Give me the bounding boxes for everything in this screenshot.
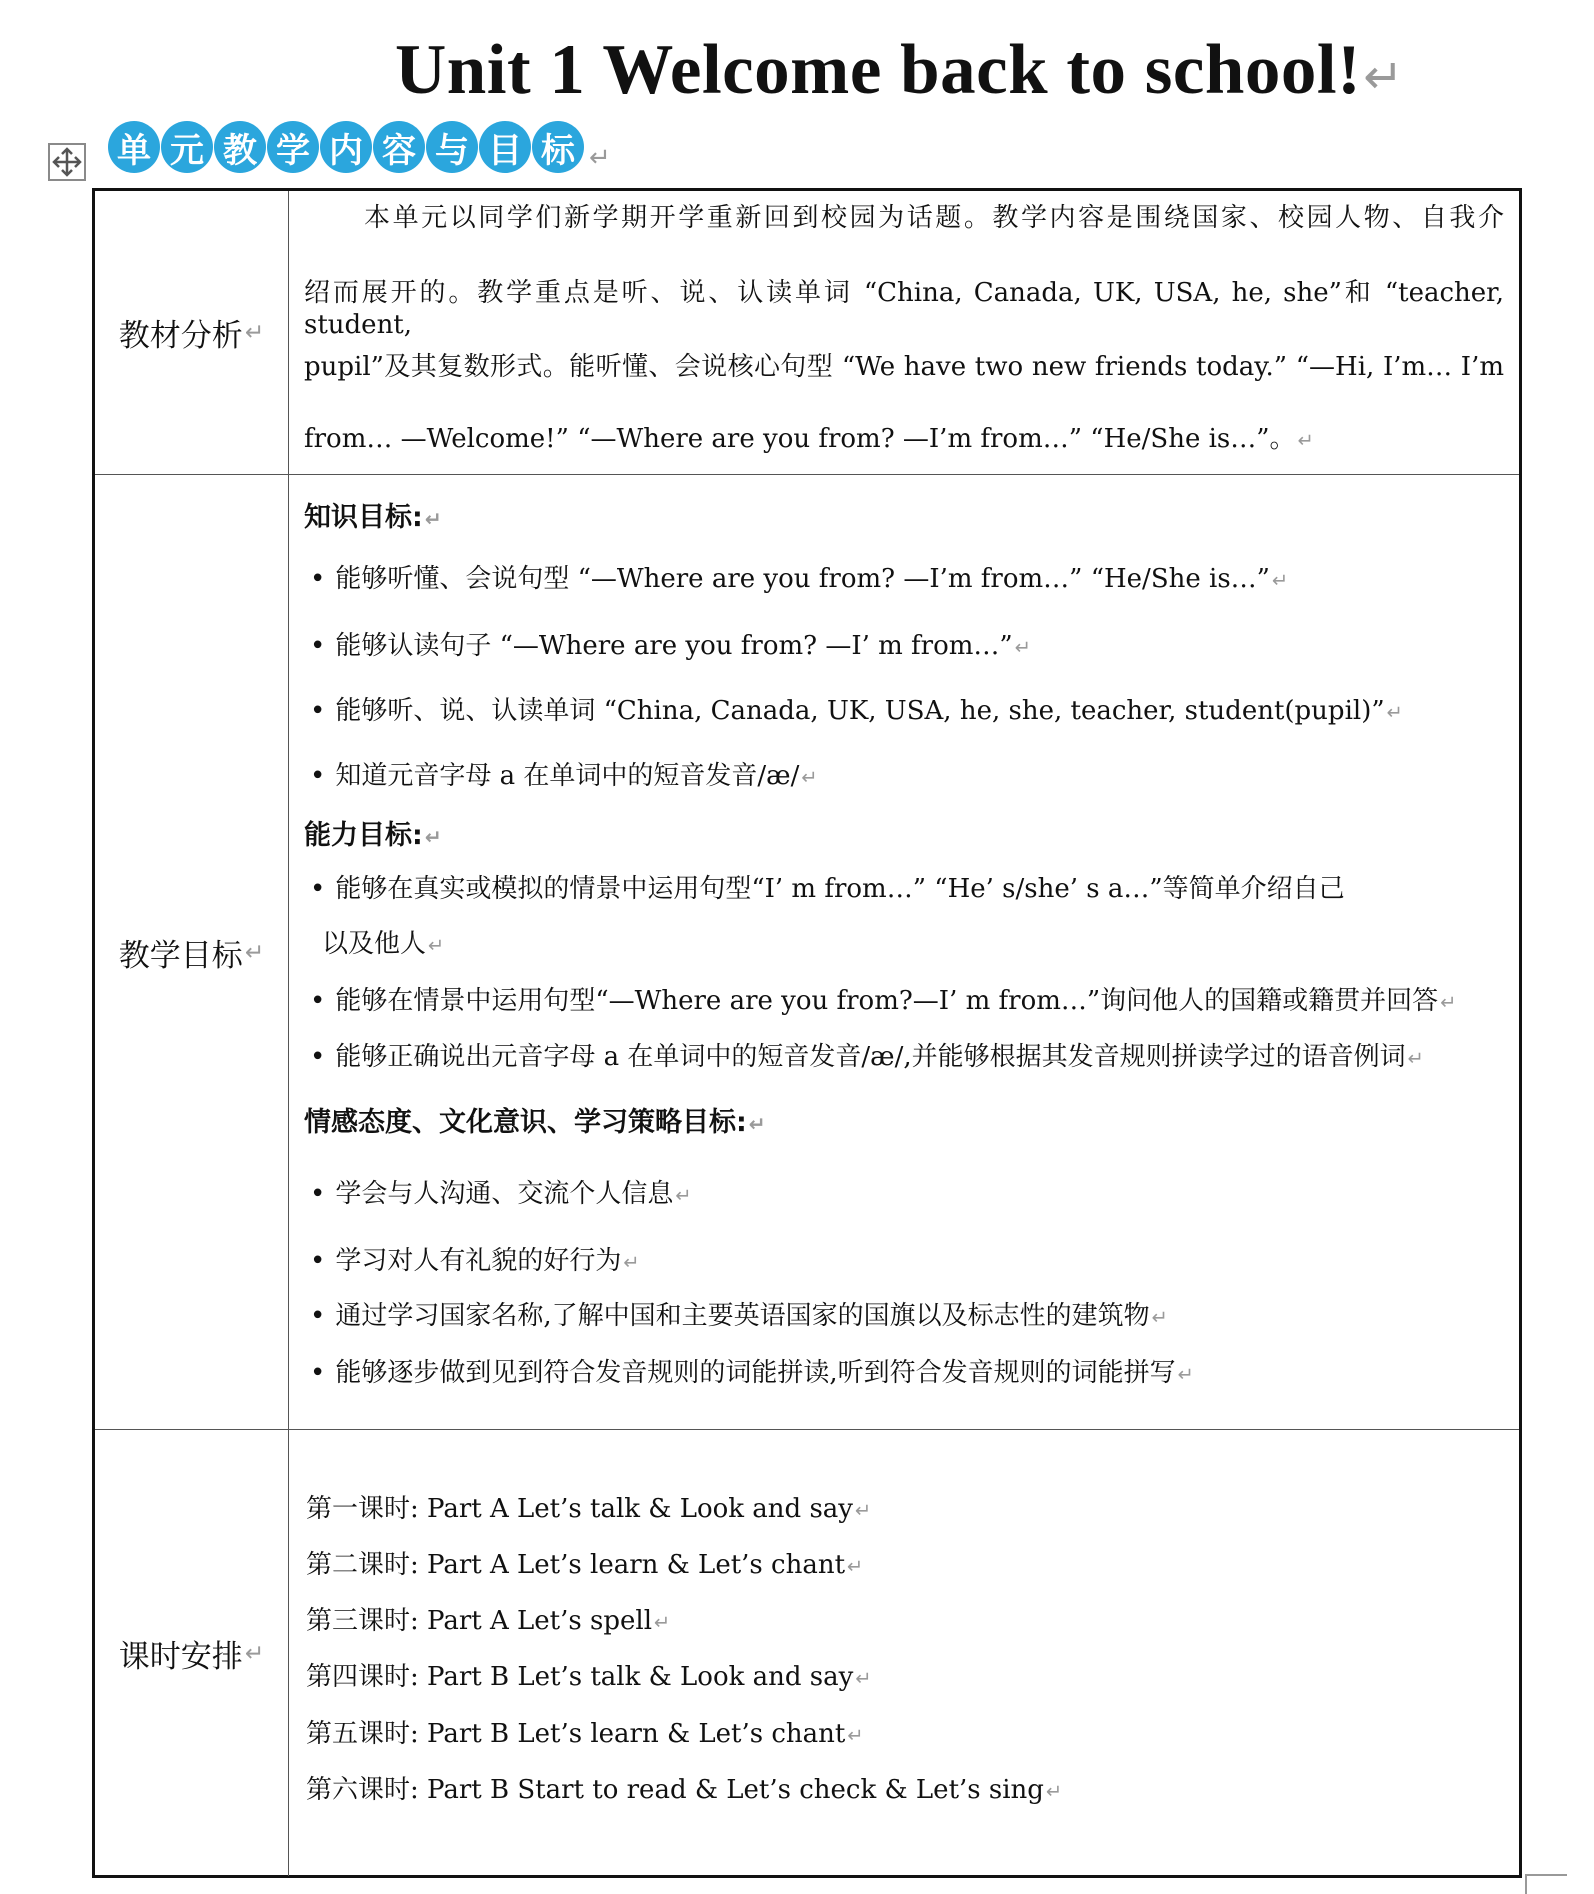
ability-item-continued: 以及他人 ↵: [322, 929, 445, 959]
schedule-content: [290, 1430, 1519, 1876]
section-heading: 单 元 教 学 内 容 与 目 标 ↵: [108, 121, 611, 173]
lesson-plan-table: [92, 188, 1522, 1878]
ability-item: • 能够在情景中运用句型“—Where are you from?—I’ m from…”询问他人的国籍或籍贯并回答 ↵: [310, 986, 1457, 1016]
affect-item: • 学习对人有礼貌的好行为 ↵: [310, 1246, 640, 1276]
lesson-item: 第五课时: Part B Let’s learn & Let’s chant ↵: [306, 1719, 864, 1749]
heading-badge: 目: [479, 121, 531, 173]
analysis-line: 绍而展开的。教学重点是听、说、认读单词 “China, Canada, UK, USA, he, she”和 “teacher, student,: [304, 278, 1504, 340]
ability-heading: 能力目标:↵: [304, 820, 442, 851]
paragraph-mark-icon: ↵: [1363, 49, 1404, 105]
knowledge-item: • 能够听懂、会说句型 “—Where are you from? —I’m from…” “He/She is…” ↵: [310, 564, 1289, 594]
document-title: Unit 1 Welcome back to school!↵: [395, 31, 1404, 109]
heading-badge: 元: [161, 121, 213, 173]
objectives-content: [290, 475, 1519, 1430]
lesson-item: 第四课时: Part B Let’s talk & Look and say ↵: [306, 1662, 872, 1692]
knowledge-item: • 能够认读句子 “—Where are you from? —I’ m from…” ↵: [310, 631, 1032, 661]
heading-badge: 单: [108, 121, 160, 173]
heading-badge: 学: [267, 121, 319, 173]
ability-item: • 能够正确说出元音字母 a 在单词中的短音发音/æ/,并能够根据其发音规则拼读学过的语音例词 ↵: [310, 1042, 1424, 1072]
heading-badge: 标: [532, 121, 584, 173]
analysis-line: 本单元以同学们新学期开学重新回到校园为话题。教学内容是围绕国家、校园人物、自我介: [364, 203, 1504, 233]
table-resize-handle-icon[interactable]: [1525, 1874, 1567, 1894]
heading-badge: 内: [320, 121, 372, 173]
analysis-line: from… —Welcome!” “—Where are you from? —I’m from…” “He/She is…”。 ↵: [304, 424, 1314, 454]
ability-item: • 能够在真实或模拟的情景中运用句型“I’ m from…” “He’ s/she’ s a…”等简单介绍自己: [310, 874, 1345, 904]
table-row-analysis: [95, 191, 1519, 474]
heading-badge: 与: [426, 121, 478, 173]
heading-badge: 容: [373, 121, 425, 173]
lesson-item: 第一课时: Part A Let’s talk & Look and say ↵: [306, 1494, 872, 1524]
knowledge-item: • 能够听、说、认读单词 “China, Canada, UK, USA, he, she, teacher, student(pupil)” ↵: [310, 696, 1403, 726]
knowledge-item: • 知道元音字母 a 在单词中的短音发音/æ/ ↵: [310, 761, 818, 791]
lesson-item: 第三课时: Part A Let’s spell ↵: [306, 1606, 671, 1636]
affect-item: • 通过学习国家名称,了解中国和主要英语国家的国旗以及标志性的建筑物 ↵: [310, 1301, 1168, 1331]
row-label: 课时安排 ↵: [95, 1430, 289, 1876]
lesson-item: 第六课时: Part B Start to read & Let’s check & Let’s sing ↵: [306, 1775, 1063, 1805]
row-label: 教学目标 ↵: [95, 475, 289, 1430]
row-label: 教材分析 ↵: [95, 191, 289, 474]
lesson-item: 第二课时: Part A Let’s learn & Let’s chant ↵: [306, 1550, 864, 1580]
heading-badge: 教: [214, 121, 266, 173]
affect-item: • 能够逐步做到见到符合发音规则的词能拼读,听到符合发音规则的词能拼写 ↵: [310, 1358, 1194, 1388]
knowledge-heading: 知识目标:↵: [304, 502, 442, 533]
analysis-line: pupil”及其复数形式。能听懂、会说核心句型 “We have two new friends today.” “—Hi, I’m… I’m: [304, 352, 1504, 382]
table-move-handle-icon[interactable]: [48, 143, 86, 181]
affect-heading: 情感态度、文化意识、学习策略目标:↵: [304, 1107, 766, 1138]
table-row-objectives: [95, 474, 1519, 1430]
table-row-schedule: [95, 1429, 1519, 1876]
analysis-content: [290, 191, 1519, 474]
affect-item: • 学会与人沟通、交流个人信息 ↵: [310, 1179, 692, 1209]
